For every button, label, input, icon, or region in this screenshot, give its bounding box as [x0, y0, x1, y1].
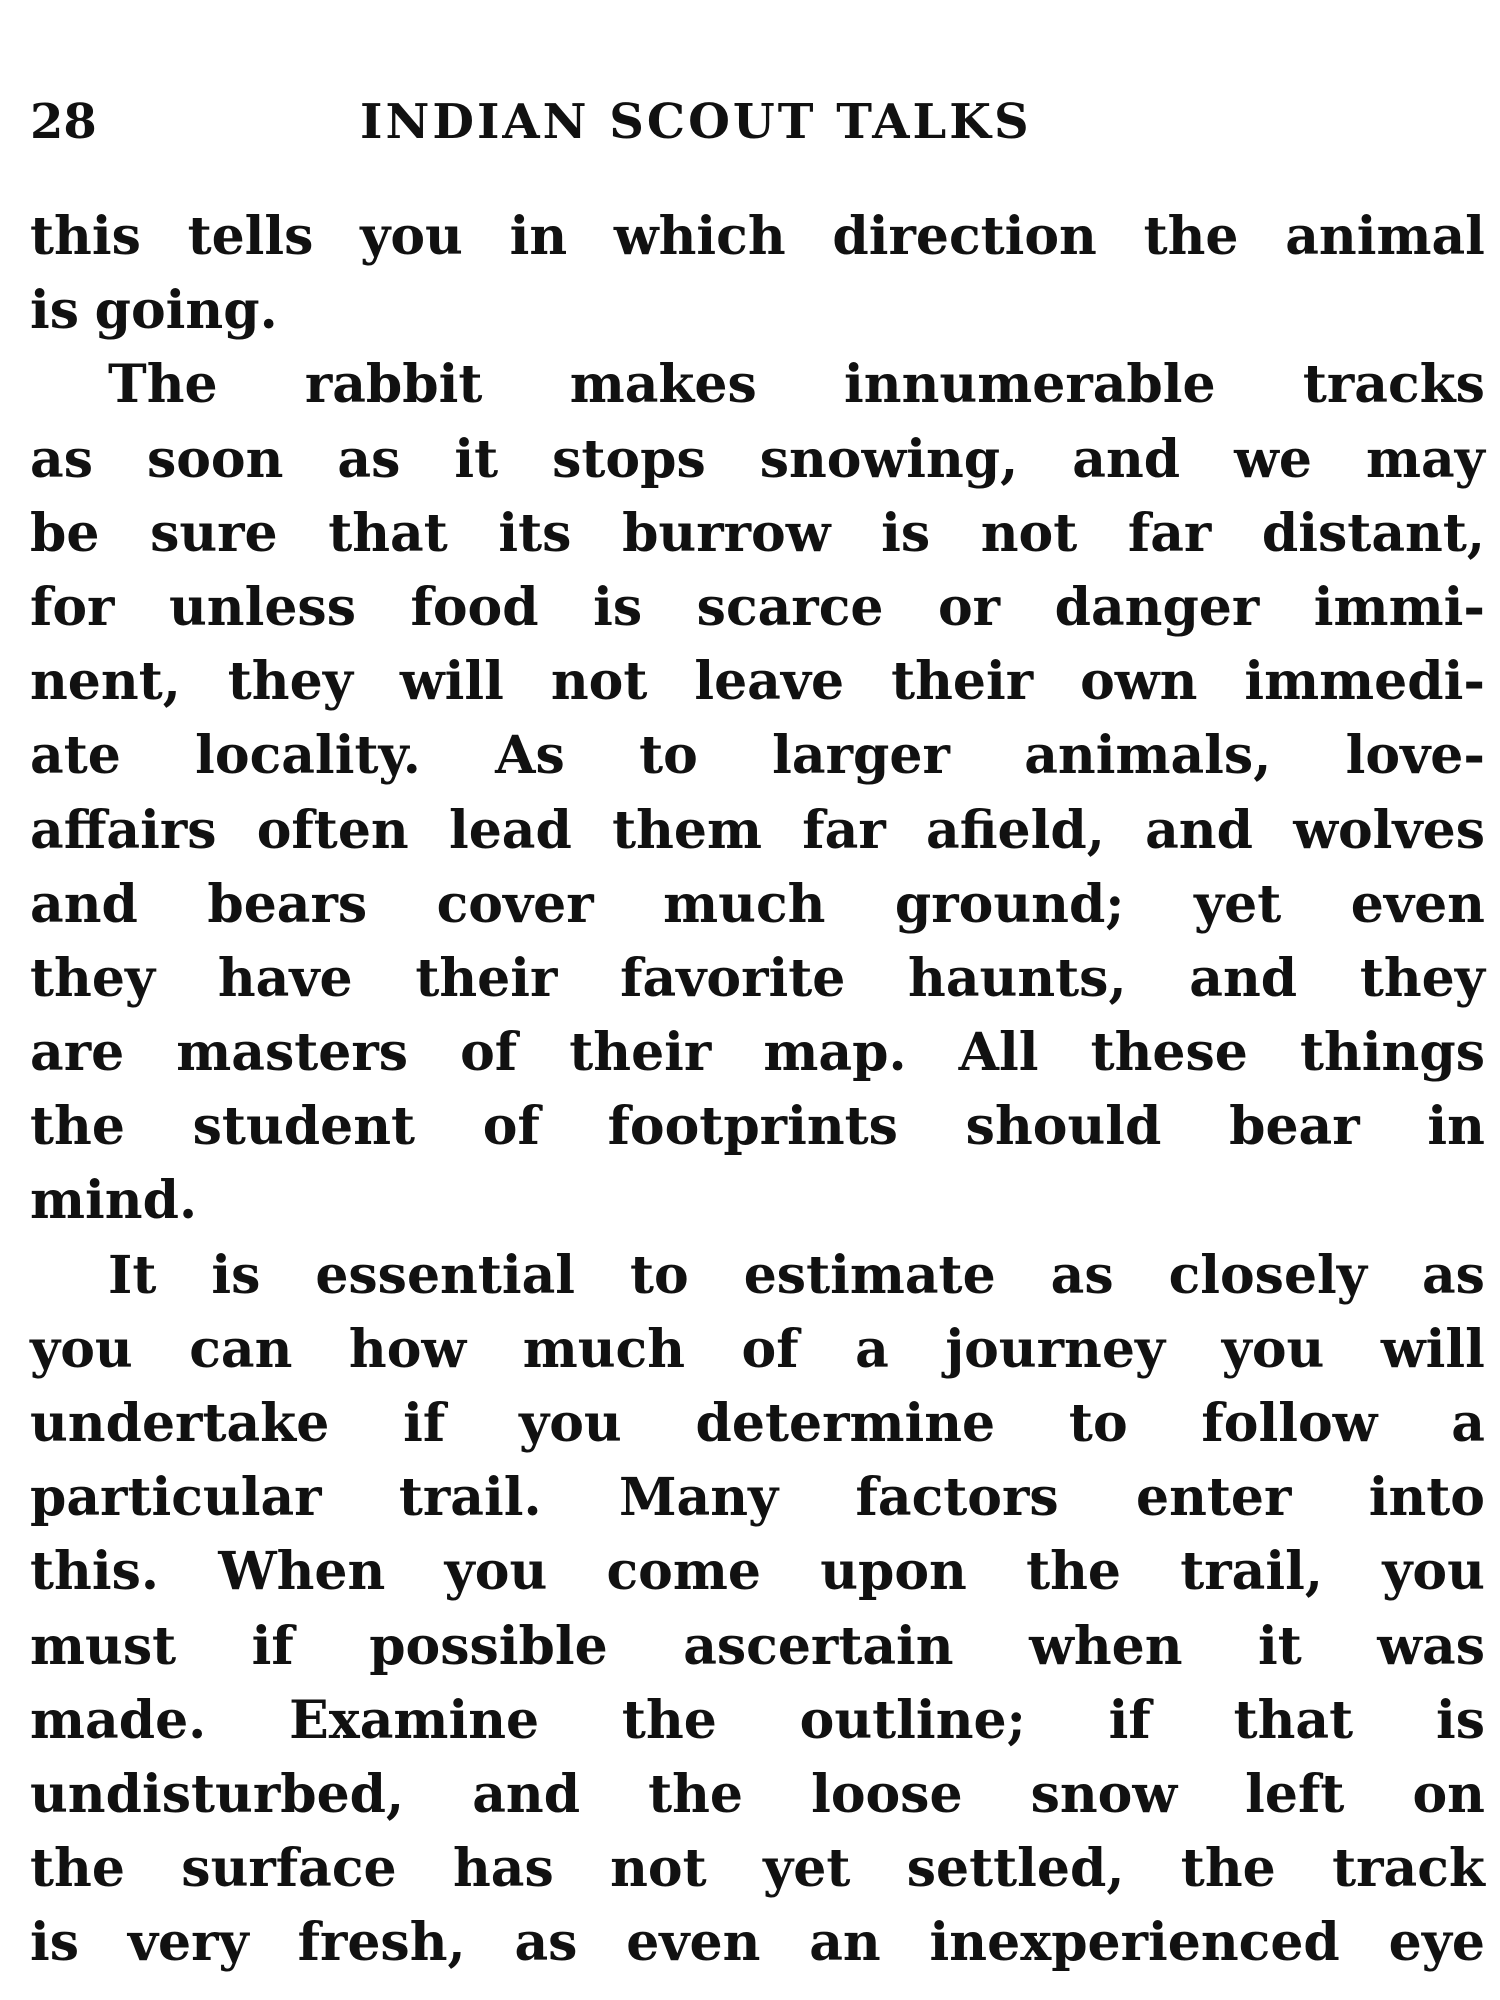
word: their: [569, 1022, 712, 1084]
word: when: [1029, 1615, 1183, 1677]
word: eye: [1388, 1912, 1485, 1974]
text-line: [30, 1535, 1485, 1609]
word: All: [958, 1022, 1039, 1084]
word: should: [965, 1096, 1162, 1158]
word: own: [1080, 651, 1198, 713]
word: even: [1350, 873, 1485, 935]
word: afield,: [926, 799, 1105, 861]
word: rabbit: [304, 354, 483, 416]
text-line: [30, 942, 1485, 1016]
word: estimate: [743, 1244, 996, 1306]
word: It: [108, 1244, 157, 1306]
word: of: [460, 1022, 518, 1084]
word: ground;: [894, 873, 1125, 935]
word: masters: [176, 1022, 409, 1084]
word: be: [30, 502, 100, 564]
word: undertake: [30, 1393, 330, 1454]
word: if: [1108, 1689, 1151, 1751]
word: snowing,: [759, 428, 1019, 490]
word: their: [415, 947, 558, 1009]
page-number: 28: [30, 94, 97, 150]
word: will: [1380, 1318, 1485, 1380]
word: which: [613, 206, 786, 267]
word: they: [1359, 947, 1485, 1009]
word: direction: [832, 206, 1097, 267]
word: tracks: [1302, 354, 1485, 416]
word: yet: [1193, 873, 1282, 935]
word: as: [337, 428, 401, 490]
word: As: [495, 725, 565, 787]
word: is: [593, 576, 643, 638]
word: are: [30, 1022, 125, 1084]
word: track: [1332, 1838, 1485, 1900]
word: to: [1068, 1393, 1128, 1454]
text-line: [30, 1239, 1485, 1313]
word: particular: [30, 1467, 322, 1529]
word: that: [1233, 1689, 1354, 1751]
word: When: [218, 1541, 386, 1603]
word: favorite: [620, 947, 846, 1009]
word: as: [1421, 1244, 1485, 1306]
word: come: [606, 1541, 761, 1603]
text-line: [30, 200, 1485, 274]
word: bears: [207, 873, 368, 935]
word: and: [1145, 799, 1253, 861]
word: wolves: [1293, 799, 1485, 861]
word: they: [30, 947, 156, 1009]
word: burrow: [622, 502, 831, 564]
word: this.: [30, 1541, 159, 1603]
word: larger: [772, 725, 950, 787]
word: distant,: [1261, 502, 1485, 564]
word: much: [663, 873, 826, 935]
word: immi-: [1313, 576, 1485, 638]
word: fresh,: [297, 1912, 466, 1974]
word: will: [399, 651, 504, 713]
text-line: [30, 1090, 1485, 1164]
text-line: [30, 348, 1485, 422]
word: nent,: [30, 651, 181, 713]
word: for: [30, 576, 115, 638]
text-line: [30, 571, 1485, 645]
word: trail,: [1180, 1541, 1323, 1603]
word: they: [227, 651, 353, 713]
word: it: [454, 428, 499, 490]
word: often: [256, 799, 409, 861]
word: going.: [94, 280, 278, 342]
word: love-: [1345, 725, 1485, 787]
word: its: [498, 502, 572, 564]
word: on: [1412, 1763, 1485, 1825]
word: haunts,: [908, 947, 1127, 1009]
word: settled,: [906, 1838, 1125, 1900]
word: scarce: [696, 576, 884, 638]
word: inexperienced: [929, 1912, 1340, 1974]
word: innumerable: [844, 354, 1216, 416]
word: the: [1143, 206, 1239, 267]
word: if: [403, 1393, 446, 1454]
word: not: [610, 1838, 707, 1900]
word: cover: [436, 873, 594, 935]
word: the: [1026, 1541, 1121, 1603]
word: may: [1365, 428, 1485, 490]
word: of: [482, 1096, 540, 1158]
word: danger: [1054, 576, 1260, 638]
word: has: [452, 1838, 554, 1900]
word: food: [410, 576, 539, 638]
word: a: [855, 1318, 889, 1380]
word: or: [937, 576, 1001, 638]
word: map.: [763, 1022, 907, 1084]
word: you: [360, 206, 463, 267]
word: is: [30, 280, 80, 342]
word: as: [30, 428, 93, 490]
word: soon: [146, 428, 284, 490]
text-line: [30, 1684, 1485, 1758]
word: the: [30, 1838, 125, 1900]
word: things: [1299, 1022, 1485, 1084]
text-line: [30, 1610, 1485, 1684]
word: undisturbed,: [30, 1763, 405, 1825]
word: mind.: [30, 1170, 198, 1232]
word: follow: [1201, 1393, 1378, 1454]
word: enter: [1135, 1467, 1292, 1529]
word: loose: [811, 1763, 963, 1825]
word: unless: [168, 576, 356, 638]
word: lead: [448, 799, 572, 861]
word: even: [626, 1912, 761, 1974]
word: far: [1127, 502, 1212, 564]
word: you: [444, 1541, 548, 1603]
text-line: [30, 274, 1485, 348]
word: ascertain: [683, 1615, 954, 1677]
word: surface: [181, 1838, 397, 1900]
word: you: [30, 1318, 133, 1380]
word: in: [509, 206, 568, 267]
word: footprints: [607, 1096, 898, 1158]
word: left: [1245, 1763, 1345, 1825]
text-line: [30, 794, 1485, 868]
word: made.: [30, 1689, 207, 1751]
word: yet: [763, 1838, 851, 1900]
word: tells: [187, 206, 314, 267]
text-line: [30, 1832, 1485, 1906]
word: immedi-: [1244, 651, 1485, 713]
word: upon: [820, 1541, 967, 1603]
text-line: [30, 1164, 1485, 1238]
word: to: [639, 725, 698, 787]
word: outline;: [799, 1689, 1026, 1751]
text-line: [30, 1387, 1485, 1461]
word: essential: [315, 1244, 576, 1306]
word: we: [1234, 428, 1312, 490]
word: and: [1189, 947, 1298, 1009]
word: leave: [694, 651, 845, 713]
word: have: [217, 947, 353, 1009]
word: bear: [1229, 1096, 1360, 1158]
word: the: [30, 1096, 125, 1158]
word: must: [30, 1615, 177, 1677]
book-page: [30, 0, 1485, 2000]
word: stops: [552, 428, 706, 490]
word: student: [192, 1096, 416, 1158]
word: and: [1072, 428, 1181, 490]
word: is: [881, 502, 931, 564]
word: a: [1451, 1393, 1485, 1454]
word: as: [1050, 1244, 1114, 1306]
word: in: [1427, 1096, 1485, 1158]
word: trail.: [398, 1467, 542, 1529]
word: as: [514, 1912, 578, 1974]
word: this: [30, 206, 141, 267]
word: the: [1180, 1838, 1276, 1900]
word: you: [1382, 1541, 1485, 1603]
word: can: [189, 1318, 293, 1380]
word: is: [30, 1912, 80, 1974]
word: possible: [369, 1615, 608, 1677]
word: the: [621, 1689, 717, 1751]
word: and: [472, 1763, 581, 1825]
word: into: [1368, 1467, 1485, 1529]
word: is: [211, 1244, 261, 1306]
word: was: [1377, 1615, 1485, 1677]
word: far: [802, 799, 886, 861]
text-line: [30, 423, 1485, 497]
text-line: [30, 1906, 1485, 1980]
word: affairs: [30, 799, 217, 861]
text-line: [30, 645, 1485, 719]
word: closely: [1168, 1244, 1367, 1306]
word: to: [630, 1244, 689, 1306]
word: much: [522, 1318, 685, 1380]
word: that: [328, 502, 448, 564]
text-line: [30, 1461, 1485, 1535]
word: animals,: [1024, 725, 1272, 787]
word: an: [809, 1912, 881, 1974]
text-line: [30, 1313, 1485, 1387]
word: snow: [1030, 1763, 1178, 1825]
word: them: [612, 799, 763, 861]
word: ate: [30, 725, 121, 787]
word: you: [1221, 1318, 1325, 1380]
running-head: [30, 92, 1485, 152]
word: not: [980, 502, 1078, 564]
word: Many: [618, 1467, 779, 1529]
word: it: [1258, 1615, 1302, 1677]
word: makes: [569, 354, 757, 416]
text-line: [30, 1016, 1485, 1090]
word: the: [648, 1763, 744, 1825]
word: The: [108, 354, 218, 416]
text-line: [30, 497, 1485, 571]
word: and: [30, 873, 138, 935]
word: factors: [855, 1467, 1059, 1529]
word: of: [741, 1318, 799, 1380]
word: how: [348, 1318, 467, 1380]
word: you: [519, 1393, 622, 1454]
word: not: [550, 651, 648, 713]
word: if: [251, 1615, 294, 1677]
word: animal: [1285, 206, 1485, 267]
word: determine: [695, 1393, 996, 1454]
text-line: [30, 868, 1485, 942]
body-text: [30, 200, 1485, 1981]
word: these: [1090, 1022, 1248, 1084]
running-title: INDIAN SCOUT TALKS: [360, 94, 1032, 150]
word: their: [891, 651, 1034, 713]
word: Examine: [289, 1689, 540, 1751]
word: is: [1435, 1689, 1485, 1751]
text-line: [30, 719, 1485, 793]
word: journey: [945, 1318, 1166, 1380]
text-line: [30, 1758, 1485, 1832]
word: sure: [150, 502, 278, 564]
word: very: [127, 1912, 249, 1974]
word: locality.: [195, 725, 421, 787]
